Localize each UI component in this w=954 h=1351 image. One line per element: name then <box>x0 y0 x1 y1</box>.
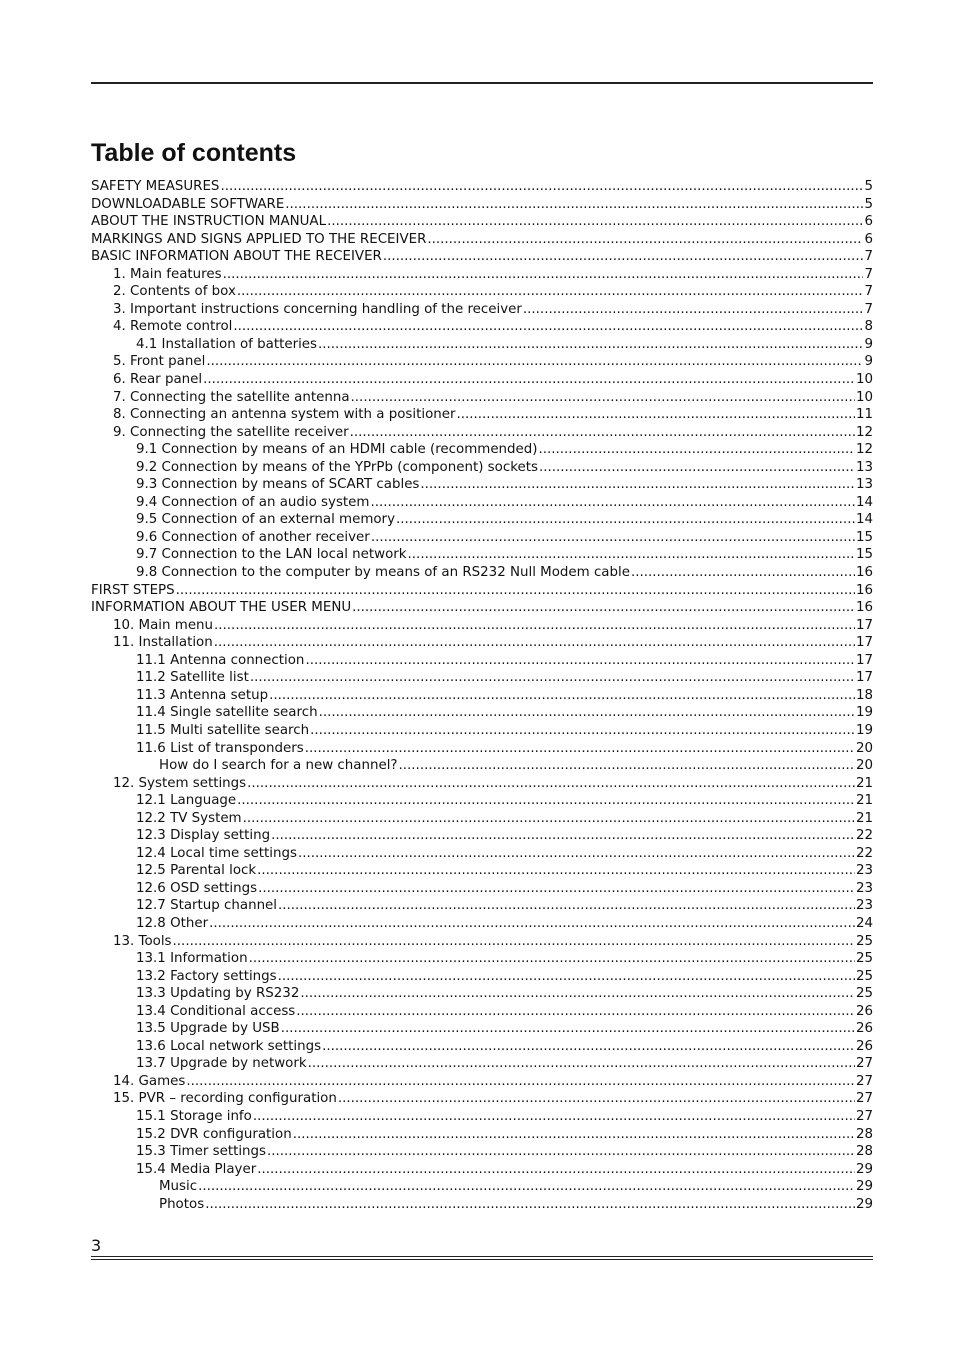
toc-entry-page: 5 <box>864 196 873 212</box>
toc-entry-label: 9.5 Connection of an external memory <box>136 512 395 528</box>
toc-entry-label: 3. Important instructions concerning handling of the receiver <box>113 301 522 317</box>
toc-entry-label: 13. Tools <box>113 933 172 949</box>
toc-leader-dots <box>319 704 855 722</box>
toc-entry-label: 13.6 Local network settings <box>136 1038 322 1054</box>
toc-leader-dots <box>300 985 855 1003</box>
toc-entry-page: 7 <box>864 284 873 300</box>
toc-entry[interactable] <box>91 950 873 968</box>
toc-entry-label: Photos <box>159 1196 205 1212</box>
toc-entry[interactable] <box>91 371 873 389</box>
toc-entry-page: 10 <box>855 389 873 405</box>
toc-entry-page: 19 <box>855 705 873 721</box>
toc-entry[interactable] <box>91 1020 873 1038</box>
toc-entry[interactable] <box>91 1055 873 1073</box>
toc-entry-label: 11.3 Antenna setup <box>136 687 269 703</box>
toc-entry-label: 12. System settings <box>113 775 247 791</box>
toc-entry-label: DOWNLOADABLE SOFTWARE <box>91 196 285 212</box>
toc-entry-label: 11.6 List of transponders <box>136 740 304 756</box>
toc-entry[interactable] <box>91 494 873 512</box>
toc-entry-page: 28 <box>855 1144 873 1160</box>
toc-entry[interactable] <box>91 652 873 670</box>
toc-entry-page: 26 <box>855 1003 873 1019</box>
toc-entry[interactable] <box>91 792 873 810</box>
toc-entry-page: 21 <box>855 775 873 791</box>
toc-entry-label: 12.7 Startup channel <box>136 898 278 914</box>
toc-leader-dots <box>383 248 864 266</box>
toc-entry-label: 12.5 Parental lock <box>136 863 257 879</box>
toc-leader-dots <box>186 1073 855 1091</box>
toc-entry-page: 13 <box>855 477 873 493</box>
toc-entry[interactable] <box>91 511 873 529</box>
toc-leader-dots <box>351 389 855 407</box>
toc-entry-label: 15. PVR – recording configuration <box>113 1091 337 1107</box>
toc-entry[interactable] <box>91 862 873 880</box>
toc-leader-dots <box>352 599 855 617</box>
toc-entry[interactable] <box>91 196 873 214</box>
toc-leader-dots <box>233 318 863 336</box>
toc-entry-page: 25 <box>855 951 873 967</box>
toc-entry-label: 9.7 Connection to the LAN local network <box>136 547 407 563</box>
toc-leader-dots <box>198 1178 855 1196</box>
toc-entry-page: 8 <box>864 319 873 335</box>
toc-entry[interactable] <box>91 669 873 687</box>
toc-leader-dots <box>214 634 855 652</box>
toc-entry[interactable] <box>91 546 873 564</box>
toc-leader-dots <box>203 371 855 389</box>
toc-entry-page: 29 <box>855 1179 873 1195</box>
toc-leader-dots <box>278 968 855 986</box>
toc-entry-label: 1. Main features <box>113 266 222 282</box>
toc-entry[interactable] <box>91 248 873 266</box>
toc-entry[interactable] <box>91 704 873 722</box>
toc-entry-label: 12.2 TV System <box>136 810 242 826</box>
toc-entry[interactable] <box>91 722 873 740</box>
toc-entry[interactable] <box>91 389 873 407</box>
toc-leader-dots <box>220 178 863 196</box>
toc-entry-page: 25 <box>855 968 873 984</box>
toc-entry[interactable] <box>91 1003 873 1021</box>
toc-entry-page: 18 <box>855 687 873 703</box>
toc-entry-page: 14 <box>855 494 873 510</box>
toc-leader-dots <box>371 529 855 547</box>
toc-entry[interactable] <box>91 775 873 793</box>
toc-entry[interactable] <box>91 318 873 336</box>
toc-entry[interactable] <box>91 476 873 494</box>
toc-leader-dots <box>243 810 855 828</box>
toc-entry[interactable] <box>91 529 873 547</box>
toc-entry-page: 13 <box>855 459 873 475</box>
toc-leader-dots <box>296 1003 855 1021</box>
toc-entry-label: 13.7 Upgrade by network <box>136 1056 307 1072</box>
toc-leader-dots <box>327 213 863 231</box>
toc-leader-dots <box>539 441 855 459</box>
toc-entry-label: 15.2 DVR configuration <box>136 1126 292 1142</box>
toc-leader-dots <box>281 1020 855 1038</box>
toc-entry-label: 9. Connecting the satellite receiver <box>113 424 349 440</box>
toc-leader-dots <box>298 845 855 863</box>
toc-entry[interactable] <box>91 1161 873 1179</box>
toc-entry-page: 16 <box>855 600 873 616</box>
toc-leader-dots <box>457 406 855 424</box>
toc-entry[interactable] <box>91 1126 873 1144</box>
toc-entry[interactable] <box>91 757 873 775</box>
toc-entry-label: 9.1 Connection by means of an HDMI cable (recommended) <box>136 442 538 458</box>
toc-entry-page: 15 <box>855 529 873 545</box>
toc-entry[interactable] <box>91 441 873 459</box>
toc-entry-label: 7. Connecting the satellite antenna <box>113 389 350 405</box>
toc-entry[interactable] <box>91 880 873 898</box>
toc-entry[interactable] <box>91 1108 873 1126</box>
toc-entry-label: 13.1 Information <box>136 951 248 967</box>
toc-entry[interactable] <box>91 459 873 477</box>
toc-entry[interactable] <box>91 231 873 249</box>
toc-entry[interactable] <box>91 1073 873 1091</box>
toc-entry-page: 29 <box>855 1161 873 1177</box>
toc-entry-page: 23 <box>855 863 873 879</box>
toc-leader-dots <box>523 301 864 319</box>
toc-entry-page: 22 <box>855 845 873 861</box>
toc-entry-label: 13.5 Upgrade by USB <box>136 1021 280 1037</box>
toc-entry-page: 17 <box>855 670 873 686</box>
toc-entry-label: BASIC INFORMATION ABOUT THE RECEIVER <box>91 249 382 265</box>
toc-leader-dots <box>247 775 855 793</box>
toc-entry-page: 7 <box>864 249 873 265</box>
toc-entry-page: 14 <box>855 512 873 528</box>
toc-entry-label: 15.3 Timer settings <box>136 1144 267 1160</box>
toc-leader-dots <box>305 652 855 670</box>
toc-leader-dots <box>258 880 855 898</box>
toc-entry-page: 21 <box>855 793 873 809</box>
toc-entry-page: 17 <box>855 617 873 633</box>
toc-leader-dots <box>408 546 855 564</box>
toc-entry[interactable] <box>91 687 873 705</box>
toc-entry-page: 29 <box>855 1196 873 1212</box>
toc-entry[interactable] <box>91 301 873 319</box>
header-rule <box>91 82 873 84</box>
toc-leader-dots <box>539 459 855 477</box>
toc-entry-label: 12.4 Local time settings <box>136 845 297 861</box>
toc-entry-page: 23 <box>855 898 873 914</box>
toc-leader-dots <box>305 740 855 758</box>
toc-entry-label: Music <box>159 1179 198 1195</box>
toc-leader-dots <box>285 196 863 214</box>
toc-leader-dots <box>370 494 854 512</box>
toc-entry[interactable] <box>91 1038 873 1056</box>
toc-entry[interactable] <box>91 1090 873 1108</box>
toc-entry-label: INFORMATION ABOUT THE USER MENU <box>91 600 352 616</box>
toc-entry-label: 13.3 Updating by RS232 <box>136 986 300 1002</box>
toc-entry-label: 13.4 Conditional access <box>136 1003 296 1019</box>
toc-entry[interactable] <box>91 1178 873 1196</box>
toc-entry-label: 15.1 Storage info <box>136 1108 252 1124</box>
toc-leader-dots <box>308 1055 855 1073</box>
toc-leader-dots <box>249 950 855 968</box>
toc-entry-label: 11.4 Single satellite search <box>136 705 318 721</box>
toc-entry[interactable] <box>91 424 873 442</box>
toc-entry-label: 8. Connecting an antenna system with a positioner <box>113 407 456 423</box>
toc-entry-label: 9.6 Connection of another receiver <box>136 529 370 545</box>
toc-entry[interactable] <box>91 897 873 915</box>
toc-entry[interactable] <box>91 336 873 354</box>
toc-entry[interactable] <box>91 617 873 635</box>
toc-entry[interactable] <box>91 406 873 424</box>
toc-entry-label: 13.2 Factory settings <box>136 968 277 984</box>
toc-entry-label: 9.2 Connection by means of the YPrPb (component) sockets <box>136 459 538 475</box>
toc-leader-dots <box>223 266 864 284</box>
toc-entry[interactable] <box>91 915 873 933</box>
toc-entry-label: 10. Main menu <box>113 617 214 633</box>
toc-entry-label: 2. Contents of box <box>113 284 236 300</box>
toc-entry-label: 15.4 Media Player <box>136 1161 257 1177</box>
toc-entry-label: 4.1 Installation of batteries <box>136 336 318 352</box>
toc-entry-page: 20 <box>855 740 873 756</box>
toc-leader-dots <box>176 582 855 600</box>
toc-entry-page: 5 <box>864 179 873 194</box>
toc-entry-page: 9 <box>864 354 873 370</box>
toc-entry[interactable] <box>91 582 873 600</box>
toc-entry-page: 9 <box>864 336 873 352</box>
toc-entry-page: 15 <box>855 547 873 563</box>
toc-entry-page: 26 <box>855 1021 873 1037</box>
toc-entry-label: 9.4 Connection of an audio system <box>136 494 370 510</box>
toc-leader-dots <box>310 722 855 740</box>
toc-leader-dots <box>214 617 855 635</box>
toc-entry-page: 12 <box>855 442 873 458</box>
toc-entry-label: How do I search for a new channel? <box>159 758 398 774</box>
toc-entry-page: 27 <box>855 1091 873 1107</box>
toc-entry[interactable] <box>91 1196 873 1214</box>
toc-entry[interactable] <box>91 213 873 231</box>
page-number: 3 <box>91 1236 102 1255</box>
toc-entry-page: 28 <box>855 1126 873 1142</box>
toc-entry[interactable] <box>91 353 873 371</box>
toc-leader-dots <box>209 915 855 933</box>
toc-leader-dots <box>237 792 855 810</box>
toc-entry-page: 7 <box>864 301 873 317</box>
toc-entry-page: 11 <box>855 407 873 423</box>
toc-leader-dots <box>205 1196 855 1214</box>
toc-leader-dots <box>253 1108 855 1126</box>
toc-leader-dots <box>278 897 855 915</box>
toc-entry-page: 6 <box>864 231 873 247</box>
toc-entry-label: MARKINGS AND SIGNS APPLIED TO THE RECEIVER <box>91 231 427 247</box>
toc-entry-label: 11.1 Antenna connection <box>136 652 305 668</box>
toc-entry-page: 24 <box>855 915 873 931</box>
toc-entry-page: 16 <box>855 565 873 581</box>
toc-entry-label: 5. Front panel <box>113 354 206 370</box>
toc-leader-dots <box>173 933 855 951</box>
toc-entry[interactable] <box>91 266 873 284</box>
toc-entry-page: 27 <box>855 1056 873 1072</box>
toc-entry-page: 16 <box>855 582 873 598</box>
toc-entry-label: 12.6 OSD settings <box>136 880 258 896</box>
toc-leader-dots <box>322 1038 855 1056</box>
toc-entry-page: 7 <box>864 266 873 282</box>
toc-entry-page: 10 <box>855 372 873 388</box>
toc-entry-label: SAFETY MEASURES <box>91 179 220 194</box>
toc-leader-dots <box>293 1126 855 1144</box>
toc-entry-label: 12.3 Display setting <box>136 828 271 844</box>
toc-leader-dots <box>396 511 855 529</box>
toc-list <box>91 178 873 1213</box>
toc-leader-dots <box>237 283 864 301</box>
toc-leader-dots <box>420 476 855 494</box>
toc-entry[interactable] <box>91 1143 873 1161</box>
toc-entry-label: 4. Remote control <box>113 319 233 335</box>
toc-entry[interactable] <box>91 178 873 196</box>
toc-entry[interactable] <box>91 740 873 758</box>
toc-leader-dots <box>427 231 863 249</box>
toc-leader-dots <box>399 757 855 775</box>
toc-entry-label: ABOUT THE INSTRUCTION MANUAL <box>91 214 327 230</box>
toc-entry-label: 11. Installation <box>113 635 213 651</box>
toc-entry-page: 21 <box>855 810 873 826</box>
toc-entry-label: 9.3 Connection by means of SCART cables <box>136 477 420 493</box>
toc-entry-page: 17 <box>855 635 873 651</box>
toc-entry[interactable] <box>91 933 873 951</box>
toc-leader-dots <box>206 353 863 371</box>
toc-entry-label: 6. Rear panel <box>113 372 203 388</box>
toc-entry[interactable] <box>91 827 873 845</box>
toc-entry-page: 27 <box>855 1073 873 1089</box>
toc-leader-dots <box>257 862 855 880</box>
toc-entry-page: 27 <box>855 1108 873 1124</box>
toc-entry-page: 19 <box>855 722 873 738</box>
toc-leader-dots <box>338 1090 855 1108</box>
toc-entry[interactable] <box>91 283 873 301</box>
toc-leader-dots <box>250 669 855 687</box>
toc-entry-label: 12.1 Language <box>136 793 237 809</box>
toc-leader-dots <box>257 1161 855 1179</box>
toc-entry-label: 11.5 Multi satellite search <box>136 722 310 738</box>
toc-entry-page: 6 <box>864 214 873 230</box>
toc-leader-dots <box>350 424 855 442</box>
toc-leader-dots <box>631 564 855 582</box>
page-title: Table of contents <box>91 139 297 167</box>
toc-entry[interactable] <box>91 564 873 582</box>
toc-entry[interactable] <box>91 634 873 652</box>
toc-entry-label: 14. Games <box>113 1073 186 1089</box>
toc-entry[interactable] <box>91 968 873 986</box>
toc-entry-page: 25 <box>855 986 873 1002</box>
footer-rule <box>91 1256 873 1260</box>
toc-entry[interactable] <box>91 599 873 617</box>
toc-entry-page: 12 <box>855 424 873 440</box>
toc-entry-page: 17 <box>855 652 873 668</box>
toc-leader-dots <box>271 827 855 845</box>
toc-entry-label: FIRST STEPS <box>91 582 175 598</box>
toc-entry-page: 20 <box>855 758 873 774</box>
toc-entry-label: 9.8 Connection to the computer by means of an RS232 Null Modem cable <box>136 565 630 581</box>
toc-entry-page: 25 <box>855 933 873 949</box>
toc-entry-page: 26 <box>855 1038 873 1054</box>
toc-entry-label: 11.2 Satellite list <box>136 670 249 686</box>
toc-leader-dots <box>267 1143 855 1161</box>
toc-entry[interactable] <box>91 985 873 1003</box>
toc-entry-label: 12.8 Other <box>136 915 209 931</box>
toc-entry-page: 23 <box>855 880 873 896</box>
toc-leader-dots <box>318 336 863 354</box>
toc-leader-dots <box>269 687 855 705</box>
toc-entry[interactable] <box>91 845 873 863</box>
toc-entry-page: 22 <box>855 828 873 844</box>
toc-entry[interactable] <box>91 810 873 828</box>
